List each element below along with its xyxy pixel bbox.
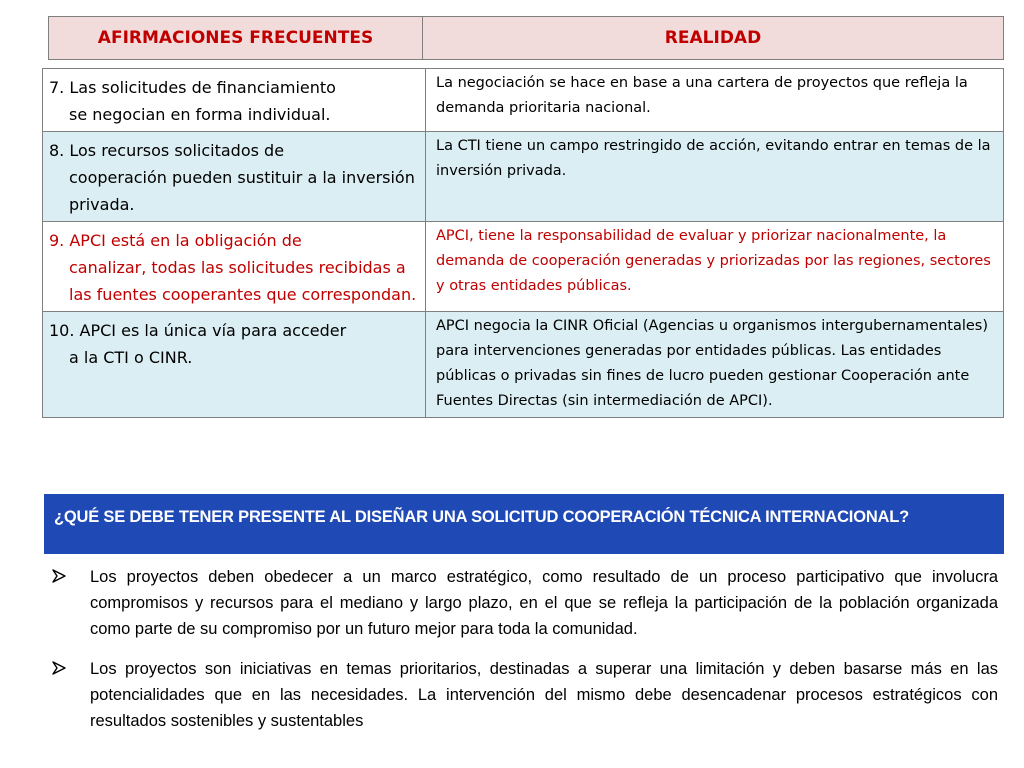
- header-afirmaciones: AFIRMACIONES FRECUENTES: [49, 17, 423, 60]
- claim-cell: [43, 222, 426, 312]
- reality-cell: [426, 132, 1004, 222]
- reality-cell: [426, 222, 1004, 312]
- reality-cell: [426, 312, 1004, 418]
- bullet-list: [52, 564, 998, 748]
- bullet-text: Los proyectos deben obedecer a un marco estratégico, como resultado de un proceso participativo que involucra compromisos y recursos para el mediano y largo plazo, en el que se refleja la participación de la población organizada como parte de su compromiso por un futuro mejor para toda la comunidad.: [90, 568, 998, 638]
- claim-text: 10. APCI es la única vía para acceder: [49, 321, 347, 340]
- list-item: [52, 564, 998, 642]
- table-row: [43, 312, 1004, 418]
- reality-text: APCI negocia la CINR Oficial (Agencias u organismos intergubernamentales) para intervenciones generadas por entidades públicas. Las entidades públicas o privadas sin fines de lucro pueden gestionar Cooperación ante Fuentes Directas (sin intermediación de APCI).: [436, 318, 989, 409]
- reality-text: La negociación se hace en base a una cartera de proyectos que refleja la demanda prioritaria nacional.: [436, 75, 968, 116]
- column-header-table: [48, 16, 1004, 60]
- claim-cell: [43, 69, 426, 132]
- arrow-bullet-icon: [52, 564, 72, 592]
- table-row: [43, 222, 1004, 312]
- claim-text: 9. APCI está en la obligación de: [49, 231, 302, 250]
- table-row: [43, 132, 1004, 222]
- claims-table: [42, 68, 1004, 418]
- arrow-bullet-icon: [52, 656, 72, 684]
- table-row: [43, 69, 1004, 132]
- header-realidad: REALIDAD: [423, 17, 1004, 60]
- claim-cell: [43, 312, 426, 418]
- list-item: [52, 656, 998, 734]
- reality-text: APCI, tiene la responsabilidad de evaluar y priorizar nacionalmente, la demanda de cooperación generadas y priorizadas por las regiones, sectores y otras entidades públicas.: [436, 228, 991, 294]
- claim-text: 8. Los recursos solicitados de: [49, 141, 285, 160]
- claim-text-continued: canalizar, todas las solicitudes recibidas a las fuentes cooperantes que correspondan.: [69, 258, 417, 304]
- claim-text-continued: se negocian en forma individual.: [69, 105, 331, 124]
- claim-text-continued: cooperación pueden sustituir a la inversión privada.: [69, 168, 415, 214]
- claim-cell: [43, 132, 426, 222]
- reality-text: La CTI tiene un campo restringido de acción, evitando entrar en temas de la inversión privada.: [436, 138, 991, 179]
- reality-cell: [426, 69, 1004, 132]
- claim-text: 7. Las solicitudes de financiamiento: [49, 78, 336, 97]
- bullet-text: Los proyectos son iniciativas en temas prioritarios, destinadas a superar una limitación y deben basarse más en las potencialidades que en las necesidades. La intervención del mismo debe desencadenar procesos estratégicos con resultados sostenibles y sustentables: [90, 660, 998, 730]
- claim-text-continued: a la CTI o CINR.: [69, 348, 193, 367]
- section-banner: ¿QUÉ SE DEBE TENER PRESENTE AL DISEÑAR UNA SOLICITUD COOPERACIÓN TÉCNICA INTERNACIONAL?: [44, 494, 1004, 554]
